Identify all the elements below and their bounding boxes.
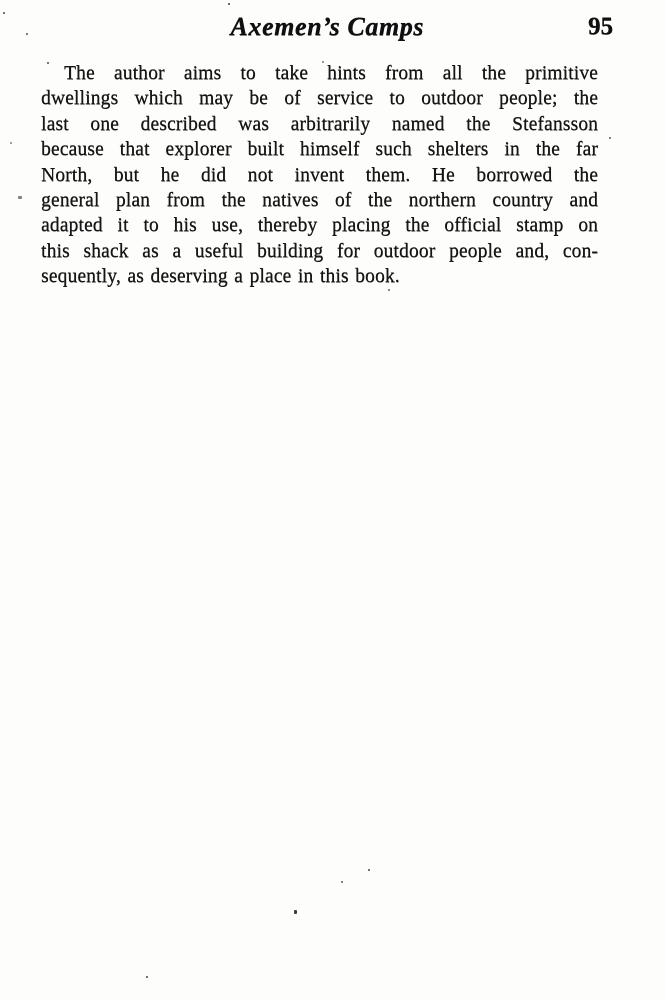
ink-speck (3, 12, 5, 14)
ink-speck (341, 881, 343, 883)
ink-speck (294, 910, 297, 914)
ink-speck (609, 137, 611, 139)
text-line: sequently, as deserving a place in this book. (41, 266, 400, 288)
ink-speck (26, 33, 28, 35)
ink-speck (18, 196, 22, 199)
text-line: last one described was arbitrarily named the Stefansson (41, 113, 598, 135)
ink-speck (388, 289, 390, 291)
ink-speck (47, 62, 49, 64)
text-line: this shack as a useful building for outdoor people and, con- (41, 240, 598, 262)
body-paragraph (41, 61, 598, 290)
text-line: dwellings which may be of service to outdoor people; the (41, 88, 598, 110)
text-line: North, but he did not invent them. He borrowed the (41, 164, 598, 186)
text-line: The author aims to take hints from all the primitive (64, 63, 598, 84)
ink-speck (322, 61, 324, 63)
ink-speck (10, 142, 12, 144)
ink-speck (228, 3, 230, 5)
ink-speck (146, 976, 148, 978)
page-number: 95 (588, 13, 613, 40)
text-line: adapted it to his use, thereby placing the official stamp on (41, 215, 598, 237)
text-line: general plan from the natives of the northern country and (41, 190, 598, 212)
ink-speck (368, 869, 370, 871)
running-head (0, 8, 666, 44)
text-line: because that explorer built himself such shelters in the far (41, 139, 598, 161)
chapter-title: Axemen’s Camps (230, 12, 424, 41)
